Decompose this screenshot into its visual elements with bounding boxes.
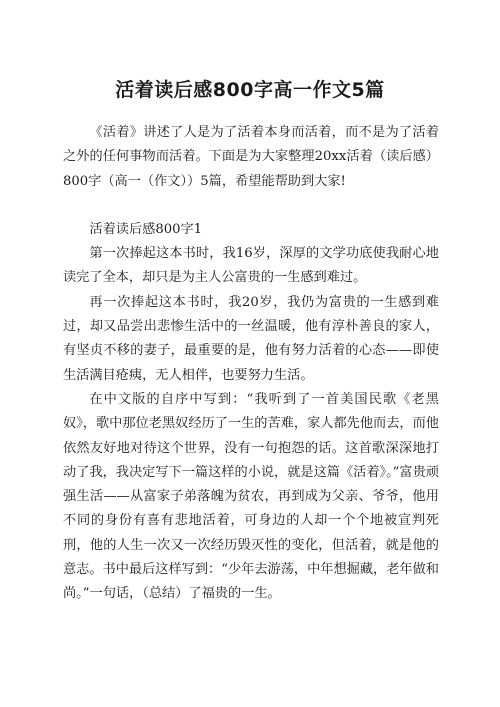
paragraph-3: 在中文版的自序中写到：“我听到了一首美国民歌《老黑奴》，歌中那位老黑奴经历了一生的苦难，家人都先他而去，而他依然友好地对待这个世界，没有一句抱怨的话。这首歌深深地打动了我，我决定写下一篇这样的小说，就是这篇《活着》。”富贵顽强生活——从富家子弟落魄为贫农，再到成为父亲、爷爷，他用不同的身份有喜有悲地活着，可身边的人却一个个地被宣判死刑，他的人生一次又一次经历毁灭性的变化，但活着，就是他的意志。书中最后这样写到：“少年去游荡，中年想掘藏，老年做和尚。”一句话，（总结）了福贵的一生。 (63, 391, 439, 602)
document-body (63, 121, 439, 607)
section-heading: 活着读后感800字1 (89, 221, 203, 237)
paragraph-2: 再一次捧起这本书时，我20岁，我仍为富贵的一生感到难过，却又品尝出悲惨生活中的一丝温暖，他有淳朴善良的家人，有坚贞不移的妻子，最重要的是，他有努力活着的心态——即使生活满目疮痍，无人相伴，也要努力生活。 (63, 294, 439, 383)
intro-paragraph: 《活着》讲述了人是为了活着本身而活着，而不是为了活着之外的任何事物而活着。下面是为大家整理20xx活着（读后感）800字（高一（作文））5篇，希望能帮助到大家! (63, 125, 439, 189)
paragraph-1: 第一次捧起这本书时，我16岁，深厚的文学功底使我耐心地读完了全本，却只是为主人公富贵的一生感到难过。 (63, 246, 439, 286)
document-title: 活着读后感800字高一作文5篇 (115, 79, 385, 101)
